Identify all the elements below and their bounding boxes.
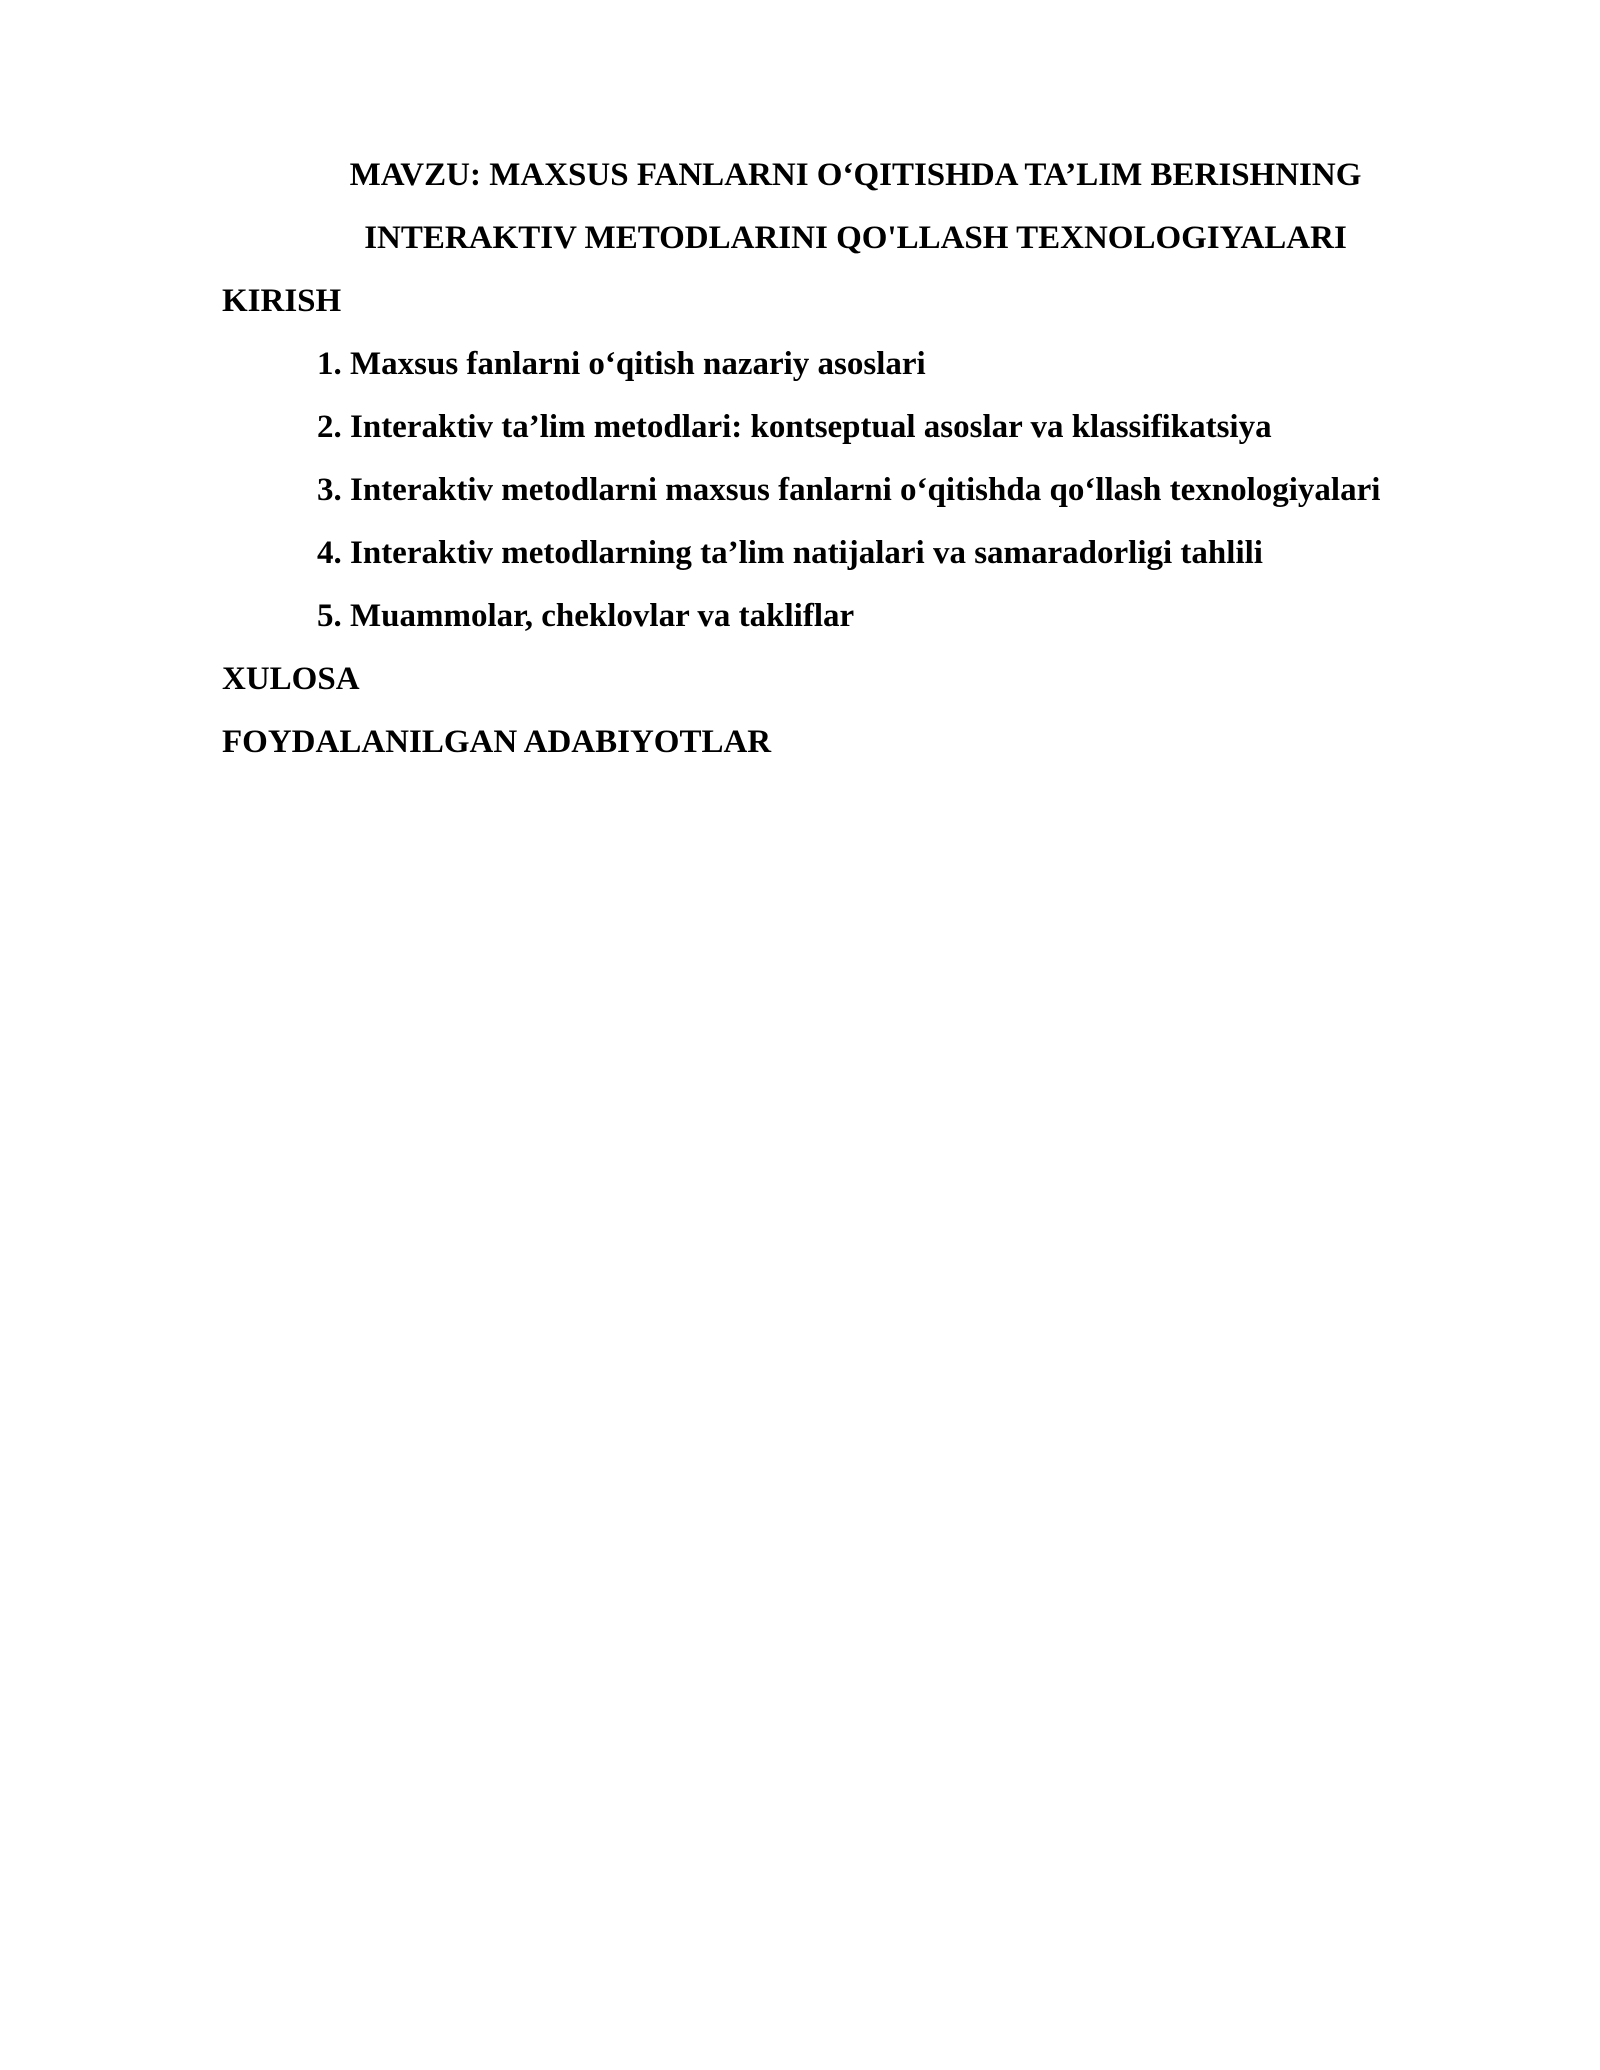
toc-item-4: 4. Interaktiv metodlarning ta’lim natijalari va samaradorligi tahlili bbox=[317, 535, 1263, 571]
references-heading: FOYDALANILGAN ADABIYOTLAR bbox=[222, 724, 772, 760]
conclusion-heading: XULOSA bbox=[222, 661, 360, 697]
table-of-contents bbox=[222, 144, 1489, 774]
intro-heading: KIRISH bbox=[222, 283, 342, 319]
toc-item-1: 1. Maxsus fanlarni o‘qitish nazariy asoslari bbox=[317, 346, 926, 382]
title-line-2: INTERAKTIV METODLARINI QO'LLASH TEXNOLOGIYALARI bbox=[364, 220, 1347, 256]
toc-item-3: 3. Interaktiv metodlarni maxsus fanlarni o‘qitishda qo‘llash texnologiyalari bbox=[317, 472, 1381, 508]
toc-item-5: 5. Muammolar, cheklovlar va takliflar bbox=[317, 598, 855, 634]
title-line-1: MAVZU: MAXSUS FANLARNI O‘QITISHDA TA’LIM BERISHNING bbox=[349, 157, 1362, 193]
toc-item-2: 2. Interaktiv ta’lim metodlari: kontseptual asoslar va klassifikatsiya bbox=[317, 409, 1272, 445]
